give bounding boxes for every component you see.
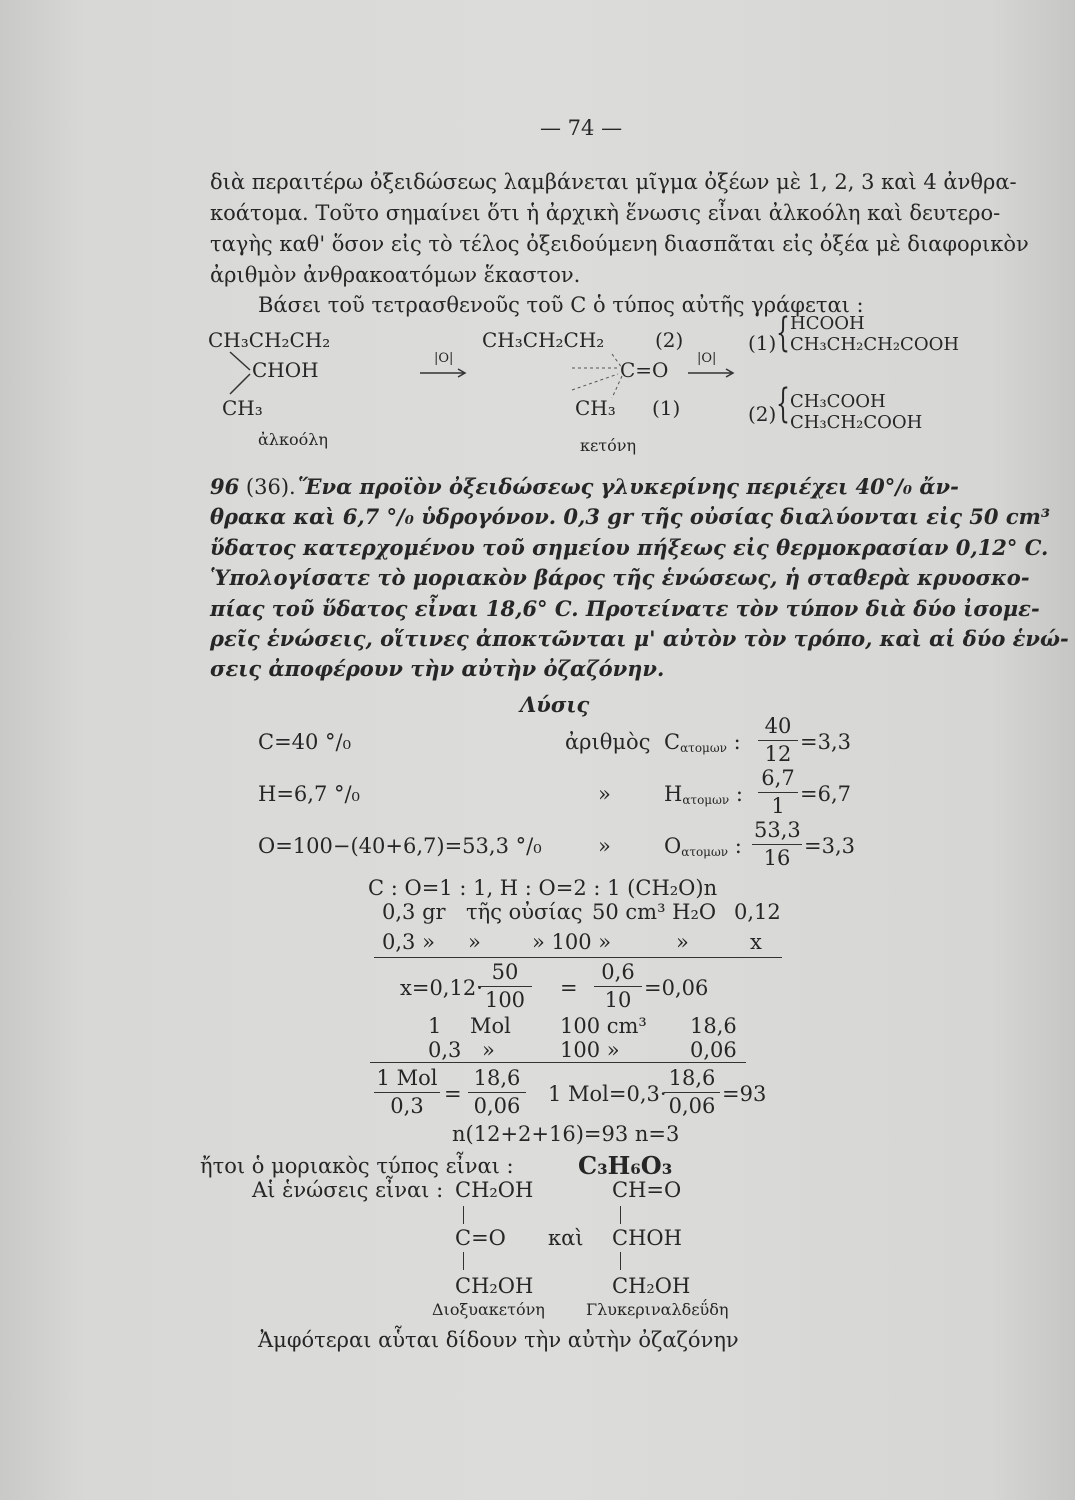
oxidant-2: |O|	[697, 351, 717, 366]
dha-bond-2	[463, 1252, 464, 1270]
intro-line-2: κοάτομα. Τοῦτο σημαίνει ὅτι ἡ ἀρχικὴ ἕνωσις εἶναι ἀλκοόλη καὶ δευτερο-	[210, 201, 1001, 225]
product-1-tag: (1)	[748, 331, 777, 355]
problem-line-4: Ὑπολογίσατε τὸ μοριακὸν βάρος τῆς ἑνώσεως, ἡ σταθερὰ κρυοσκο-	[210, 565, 1030, 590]
prop-1-substance: τῆς οὐσίας	[466, 900, 583, 924]
ditto-1: »	[598, 782, 611, 806]
prop-2-ditto-a: »	[468, 930, 481, 954]
x-lhs: x=0,12·	[400, 976, 483, 1000]
ditto-2: »	[598, 834, 611, 858]
alcohol-mid: CHOH	[252, 358, 319, 382]
intro-line-4: ἀριθμὸν ἀνθρακοατόμων ἕκαστον.	[210, 263, 581, 287]
prop-1-depression: 0,12	[734, 900, 781, 924]
dha-c1: CH₂OH	[455, 1178, 534, 1202]
product-2a: CH₃COOH	[790, 391, 886, 412]
carbon-atoms: $C_{\alpha\tau o\mu\omega\nu}$ :	[664, 730, 741, 755]
intro-line-5: Βάσει τοῦ τετρασθενοῦς τοῦ C ὁ τύπος αὐτῆς γράφεται :	[258, 293, 864, 317]
oxygen-percent: O=100−(40+6,7)=53,3 °/₀	[258, 834, 542, 858]
x-fraction-2: $\frac{0,6}{10}$	[594, 962, 642, 1011]
oxygen-result: =3,3	[804, 834, 855, 858]
prop-2-unknown: x	[750, 930, 762, 954]
ketone-mid: C=O	[620, 358, 669, 382]
x-fraction-1: $\frac{50}{100}$	[478, 962, 532, 1011]
carbon-result: =3,3	[800, 730, 851, 754]
carbon-fraction: $\frac{40}{12}$	[758, 716, 798, 765]
gla-c1: CH=O	[612, 1178, 682, 1202]
gla-name: Γλυκεριναλδεΰδη	[586, 1300, 729, 1319]
gla-bond-1	[620, 1206, 621, 1224]
problem-line-7: σεις ἀποφέρουν τὴν αὐτὴν ὀζαζόνην.	[210, 656, 665, 681]
conclusion: Ἀμφότεραι αὗται δίδουν τὴν αὐτὴν ὀζαζόνην	[258, 1328, 739, 1352]
compounds-intro: Αἱ ἑνώσεις εἶναι :	[252, 1178, 444, 1202]
dha-c3: CH₂OH	[455, 1274, 534, 1298]
problem-line-3: ὕδατος κατερχομένου τοῦ σημείου πήξεως εἰς θερμοκρασίαν 0,12° C.	[210, 535, 1049, 560]
mol-1-unit: Mol	[470, 1014, 511, 1038]
problem-line-5: πίας τοῦ ὕδατος εἶναι 18,6° C. Προτείνατε τὸν τύπον διὰ δύο ἰσομε-	[210, 596, 1040, 621]
molar-fraction-2: $\frac{18,6}{0,06}$	[468, 1068, 526, 1117]
and-word: καὶ	[548, 1226, 584, 1250]
problem-header	[210, 476, 296, 498]
x-result: =0,06	[644, 976, 709, 1000]
mol-1-count: 1	[428, 1014, 442, 1038]
mol-1-constant: 18,6	[690, 1014, 737, 1038]
gla-c2: CHOH	[612, 1226, 682, 1250]
alcohol-bottom: CH₃	[222, 396, 263, 420]
mol-1-water: 100 cm³	[560, 1014, 647, 1038]
intro-line-3: ταγὴς καθ' ὅσον εἰς τὸ τέλος ὀξειδούμενη διασπᾶται εἰς ὀξέα μὲ διαφορικὸν	[210, 232, 1029, 256]
prop-rule	[374, 957, 782, 958]
dha-name: Διοξυακετόνη	[432, 1300, 545, 1319]
molar-result: =93	[722, 1082, 767, 1106]
prop-1-water: 50 cm³ H₂O	[592, 900, 717, 924]
prop-1-mass: 0,3 gr	[382, 900, 446, 924]
ketone-bottom-tag: (1)	[652, 396, 681, 420]
mol-2-ditto: »	[482, 1038, 495, 1062]
ketone-label: κετόνη	[580, 436, 637, 455]
oxidant-1: |O|	[434, 351, 454, 366]
oxygen-fraction: $\frac{53,3}{16}$	[754, 818, 801, 870]
problem-number: 96	[210, 474, 240, 499]
alcohol-label: ἀλκοόλη	[258, 430, 328, 449]
carbon-percent: C=40 °/₀	[258, 730, 352, 754]
n-equation: n(12+2+16)=93 n=3	[452, 1122, 680, 1146]
gla-bond-2	[620, 1252, 621, 1270]
mol-2-water: 100 »	[560, 1038, 620, 1062]
prop-2-ditto-b: »	[676, 930, 689, 954]
hydrogen-percent: H=6,7 °/₀	[258, 782, 360, 806]
hydrogen-atoms: $H_{\alpha\tau o\mu\omega\nu}$ :	[664, 782, 743, 807]
formula-intro: ἤτοι ὁ μοριακὸς τύπος εἶναι :	[200, 1154, 514, 1178]
product-1-brace: {	[776, 310, 790, 356]
mol-2-depression: 0,06	[690, 1038, 737, 1062]
arrow-1	[420, 368, 468, 378]
molar-mid: 1 Mol=0,3·	[548, 1082, 667, 1106]
ketone-top-tag: (2)	[655, 328, 684, 352]
product-2b: CH₃CH₂COOH	[790, 412, 923, 433]
solution-title: Λύσις	[520, 692, 590, 717]
product-2-brace: {	[776, 381, 790, 427]
molar-fraction-3: $\frac{18,6}{0,06}$	[664, 1068, 720, 1117]
x-equals: =	[560, 976, 578, 1000]
ketone-top: CH₃CH₂CH₂	[482, 328, 605, 352]
gla-c3: CH₂OH	[612, 1274, 691, 1298]
problem-line-6: ρεῖς ἑνώσεις, οἵτινες ἀποκτῶνται μ' αὐτὸν τὸν τρόπο, καὶ αἱ δύο ἑνώ-	[210, 626, 1069, 651]
intro-line-1: διὰ περαιτέρω ὀξειδώσεως λαμβάνεται μῖγμα ὀξέων μὲ 1, 2, 3 καὶ 4 ἀνθρα-	[210, 170, 1017, 194]
molar-fraction-1: 1 Mol 0,3	[374, 1068, 440, 1117]
problem-line-2: θρακα καὶ 6,7 °/₀ ὑδρογόνον. 0,3 gr τῆς οὐσίας διαλύονται εἰς 50 cm³	[210, 504, 1051, 529]
problem-line-1: Ἕνα προϊὸν ὀξειδώσεως γλυκερίνης περιέχει 40°/₀ ἄν-	[298, 474, 959, 499]
oxygen-atoms: $O_{\alpha\tau o\mu\omega\nu}$ :	[664, 834, 742, 859]
molar-equals: =	[444, 1082, 462, 1106]
atom-ratio: C : O=1 : 1, H : O=2 : 1 (CH₂O)n	[368, 876, 718, 900]
dha-bond-1	[463, 1206, 464, 1224]
prop-2-water: » 100 »	[532, 930, 612, 954]
mol-rule	[370, 1062, 746, 1063]
arrow-2	[688, 368, 736, 378]
prop-2-mass: 0,3 »	[382, 930, 435, 954]
page-number: — 74 —	[540, 116, 623, 140]
problem-ref: (36).	[245, 475, 296, 499]
molecular-formula: C₃H₆O₃	[578, 1151, 673, 1180]
hydrogen-result: =6,7	[800, 782, 851, 806]
mol-2-count: 0,3	[428, 1038, 462, 1062]
dha-c2: C=O	[455, 1226, 506, 1250]
hydrogen-fraction: $\frac{6,7}{1}$	[758, 768, 798, 817]
ketone-bottom: CH₃	[575, 396, 616, 420]
alcohol-top: CH₃CH₂CH₂	[208, 328, 331, 352]
product-1b: CH₃CH₂CH₂COOH	[790, 334, 960, 355]
number-word: ἀριθμὸς	[565, 730, 651, 754]
product-1a: HCOOH	[790, 313, 865, 334]
product-2-tag: (2)	[748, 402, 777, 426]
